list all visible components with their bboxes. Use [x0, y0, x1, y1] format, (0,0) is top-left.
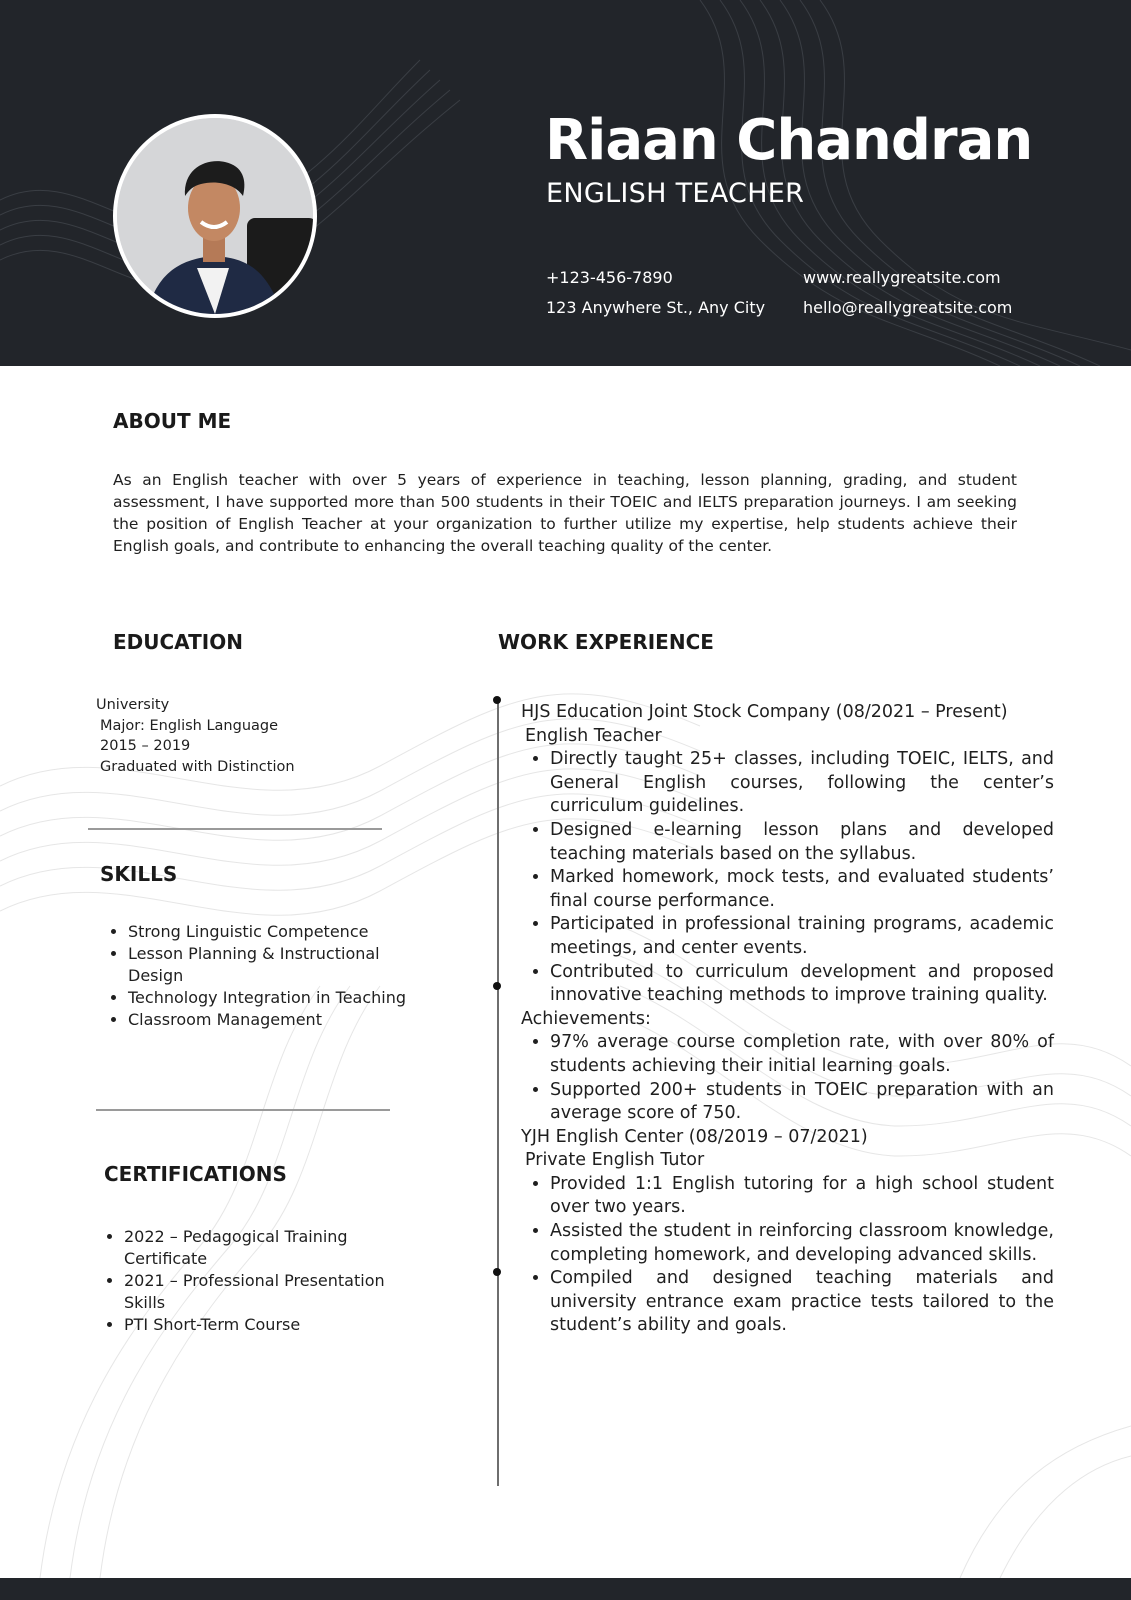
education-honors: Graduated with Distinction [100, 758, 295, 775]
list-item: • 97% average course completion rate, with over 80% of students achieving their initial learning goals. [550, 1031, 1054, 1078]
footer-band [0, 1578, 1131, 1600]
list-item: • Technology Integration in Teaching [128, 987, 418, 1009]
list-item: • Marked homework, mock tests, and evaluated students’ final course performance. [550, 866, 1054, 913]
list-item: • Compiled and designed teaching materials and university entrance exam practice tests tailored to the student’s ability and goals. [550, 1267, 1054, 1338]
list-item: • Assisted the student in reinforcing classroom knowledge, completing homework, and developing advanced skills. [550, 1220, 1054, 1267]
contact-address: 123 Anywhere St., Any City [546, 298, 766, 317]
work-experience [521, 701, 1054, 1338]
skills-list [103, 921, 418, 1031]
education-institution: University [96, 697, 170, 713]
contact-phone: +123-456-7890 [546, 268, 673, 287]
list-item: • Supported 200+ students in TOEIC preparation with an average score of 750. [550, 1079, 1054, 1126]
list-item: • PTI Short-Term Course [124, 1314, 414, 1336]
header-band [0, 0, 1131, 366]
job-company: HJS Education Joint Stock Company (08/2021 – Present) [521, 702, 1008, 722]
job-duties [521, 1173, 1054, 1338]
skills-heading: SKILLS [100, 862, 178, 886]
work-heading: WORK EXPERIENCE [498, 630, 714, 654]
list-item: • Contributed to curriculum development and proposed innovative teaching methods to improve training quality. [550, 961, 1054, 1008]
job-company: YJH English Center (08/2019 – 07/2021) [521, 1126, 868, 1147]
list-item: • Provided 1:1 English tutoring for a high school student over two years. [550, 1173, 1054, 1220]
timeline [497, 700, 499, 1486]
timeline-dot [493, 1268, 501, 1276]
job-title: ENGLISH TEACHER [546, 178, 805, 209]
job-duties [521, 748, 1054, 1008]
divider [96, 1109, 390, 1111]
about-text: As an English teacher with over 5 years of experience in teaching, lesson planning, grading, and student assessment, I have supported more than 500 students in their TOEIC and IELTS preparation journeys. I am seeking the position of English Teacher at your organization to further utilize my expertise, help students achieve their English goals, and contribute to enhancing the overall teaching quality of the center. [113, 471, 1017, 555]
about-heading: ABOUT ME [113, 409, 232, 433]
list-item: • Designed e-learning lesson plans and developed teaching materials based on the syllabus. [550, 819, 1054, 866]
list-item: • Lesson Planning & Instructional Design [128, 943, 418, 987]
education-heading: EDUCATION [113, 630, 243, 654]
contact-email[interactable]: hello@reallygreatsite.com [803, 298, 1013, 317]
list-item: • 2021 – Professional Presentation Skills [124, 1270, 414, 1314]
achievements-label: Achievements: [521, 1008, 651, 1029]
contact-website[interactable]: www.reallygreatsite.com [803, 268, 1001, 287]
list-item: • Participated in professional training programs, academic meetings, and center events. [550, 913, 1054, 960]
person-photo-icon [117, 118, 313, 314]
education-years: 2015 – 2019 [100, 738, 191, 754]
achievements-list [521, 1031, 1054, 1125]
job-role: Private English Tutor [525, 1150, 705, 1171]
list-item: • 2022 – Pedagogical Training Certificate [124, 1226, 414, 1270]
list-item: • Strong Linguistic Competence [128, 921, 418, 943]
profile-photo [117, 118, 313, 314]
certifications-heading: CERTIFICATIONS [104, 1162, 287, 1186]
list-item: • Classroom Management [128, 1009, 418, 1031]
timeline-dot [493, 982, 501, 990]
certifications-list [99, 1226, 414, 1336]
timeline-dot [493, 696, 501, 704]
avatar [113, 114, 317, 318]
education-major: Major: English Language [100, 717, 279, 734]
job-role: English Teacher [525, 725, 662, 746]
list-item: • Directly taught 25+ classes, including TOEIC, IELTS, and General English courses, following the center’s curriculum guidelines. [550, 748, 1054, 819]
education-details [96, 695, 295, 777]
candidate-name: Riaan Chandran [545, 108, 1033, 173]
divider [88, 828, 382, 830]
